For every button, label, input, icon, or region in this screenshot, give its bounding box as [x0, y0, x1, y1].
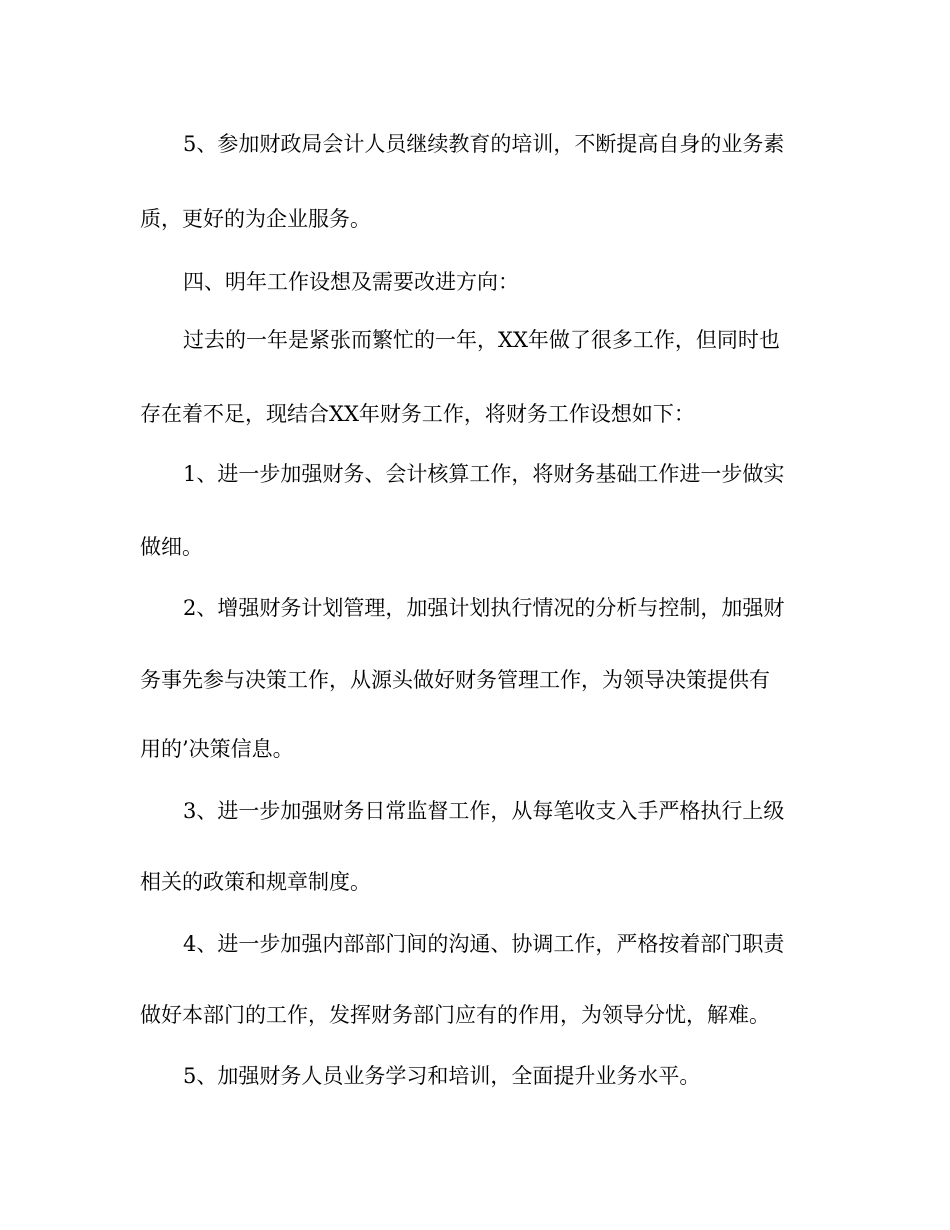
paragraph-line: 2、增强财务计划管理，加强计划执行情况的分析与控制，加强财 — [183, 596, 785, 620]
paragraph-line: 1、进一步加强财务、会计核算工作，将财务基础工作进一步做实 — [183, 462, 785, 486]
paragraph-line: 相关的政策和规章制度。 — [140, 870, 371, 894]
paragraph-line: 过去的一年是紧张而繁忙的一年，XX年做了很多工作，但同时也 — [183, 328, 780, 352]
paragraph-line: 4、进一步加强内部部门间的沟通、协调工作，严格按着部门职责 — [183, 932, 785, 956]
paragraph-line: 存在着不足，现结合XX年财务工作，将财务工作设想如下： — [140, 402, 695, 426]
paragraph-line: 做细。 — [140, 535, 203, 559]
paragraph-line: 务事先参与决策工作，从源头做好财务管理工作，为领导决策提供有 — [140, 668, 770, 692]
paragraph-line: 5、参加财政局会计人员继续教育的培训，不断提高自身的业务素 — [183, 132, 785, 156]
paragraph-line: 质，更好的为企业服务。 — [140, 207, 371, 231]
paragraph-line: 5、加强财务人员业务学习和培训，全面提升业务水平。 — [183, 1064, 701, 1088]
paragraph-line: 做好本部门的工作，发挥财务部门应有的作用，为领导分忧，解难。 — [140, 1003, 770, 1027]
paragraph-line: 用的’决策信息。 — [140, 737, 294, 761]
paragraph-line: 3、进一步加强财务日常监督工作，从每笔收支入手严格执行上级 — [183, 799, 785, 823]
section-heading: 四、明年工作设想及需要改进方向： — [183, 270, 519, 294]
